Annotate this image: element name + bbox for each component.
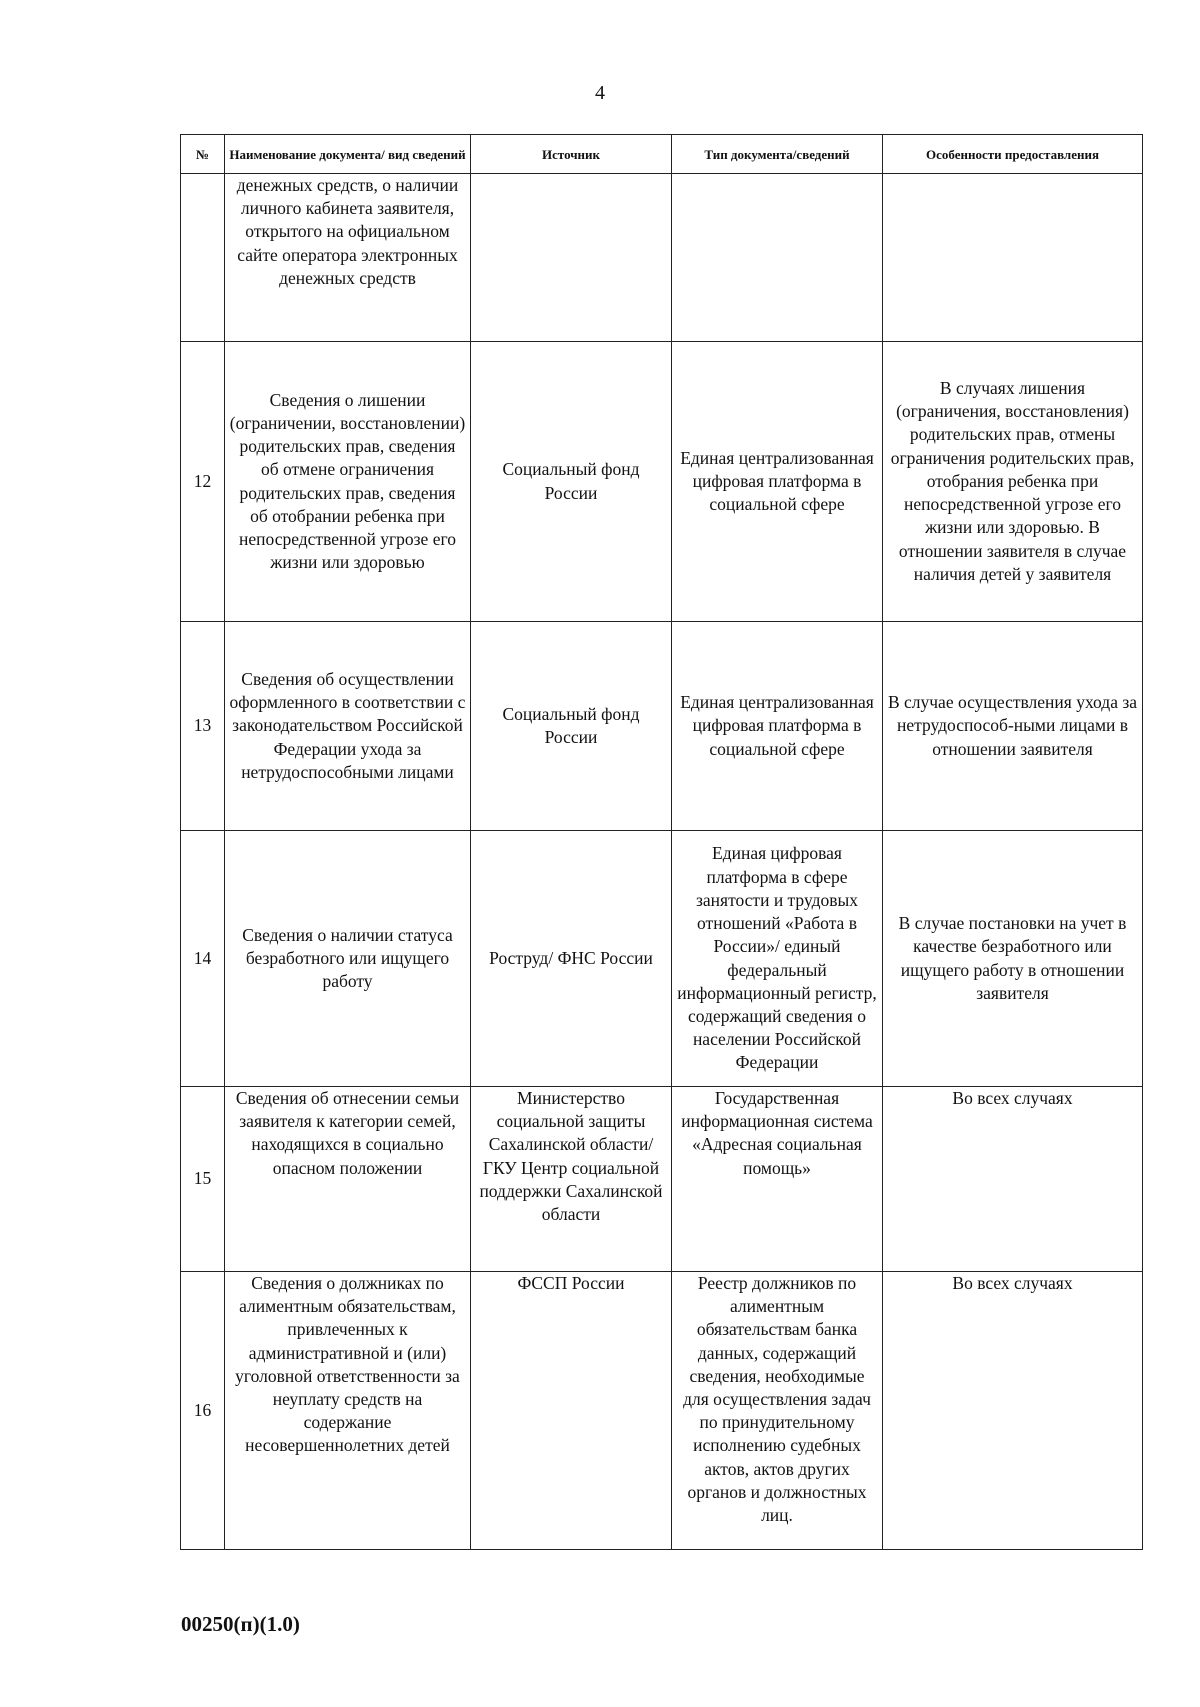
cell-name: Сведения об осуществлении оформленного в соответствии с законодательством Российской Федерации ухода за нетрудоспособными лицами <box>225 622 471 831</box>
header-source: Источник <box>471 135 672 174</box>
cell-features: В случае постановки на учет в качестве безработного или ищущего работу в отношении заявителя <box>883 831 1143 1087</box>
header-features: Особенности предоставления <box>883 135 1143 174</box>
cell-type: Государственная информационная система «Адресная социальная помощь» <box>672 1087 883 1272</box>
cell-type: Реестр должников по алиментным обязательствам банка данных, содержащий сведения, необходимые для осуществления задач по принудительному исполнению судебных актов, актов других органов и должностных лиц. <box>672 1272 883 1550</box>
cell-source: ФССП России <box>471 1272 672 1550</box>
table-row <box>181 174 1143 342</box>
cell-source: Министерство социальной защиты Сахалинской области/ГКУ Центр социальной поддержки Сахалинской области <box>471 1087 672 1272</box>
cell-features: В случае осуществления ухода за нетрудоспособ-ными лицами в отношении заявителя <box>883 622 1143 831</box>
cell-type: Единая централизованная цифровая платформа в социальной сфере <box>672 622 883 831</box>
cell-name: Сведения о наличии статуса безработного или ищущего работу <box>225 831 471 1087</box>
documents-table <box>180 134 1143 1550</box>
cell-features: Во всех случаях <box>883 1272 1143 1550</box>
cell-type: Единая централизованная цифровая платформа в социальной сфере <box>672 342 883 622</box>
page-number: 4 <box>595 82 605 104</box>
table-row <box>181 1272 1143 1550</box>
header-name: Наименование документа/ вид сведений <box>225 135 471 174</box>
table-header-row <box>181 135 1143 174</box>
cell-num <box>181 174 225 342</box>
cell-features: Во всех случаях <box>883 1087 1143 1272</box>
cell-features <box>883 174 1143 342</box>
cell-name: денежных средств, о наличии личного кабинета заявителя, открытого на официальном сайте оператора электронных денежных средств <box>225 174 471 342</box>
cell-source <box>471 174 672 342</box>
cell-num: 15 <box>181 1087 225 1272</box>
cell-num: 16 <box>181 1272 225 1550</box>
cell-type: Единая цифровая платформа в сфере занятости и трудовых отношений «Работа в России»/ единый федеральный информационный регистр, содержащий сведения о населении Российской Федерации <box>672 831 883 1087</box>
cell-name: Сведения о лишении (ограничении, восстановлении) родительских прав, сведения об отмене ограничения родительских прав, сведения об отобрании ребенка при непосредственной угрозе его жизни или здоровью <box>225 342 471 622</box>
header-num: № <box>181 135 225 174</box>
header-type: Тип документа/сведений <box>672 135 883 174</box>
cell-source: Роструд/ ФНС России <box>471 831 672 1087</box>
cell-source: Социальный фонд России <box>471 622 672 831</box>
cell-name: Сведения о должниках по алиментным обязательствам, привлеченных к административной и (или) уголовной ответственности за неуплату средств на содержание несовершеннолетних детей <box>225 1272 471 1550</box>
cell-features: В случаях лишения (ограничения, восстановления) родительских прав, отмены ограничения родительских прав, отобрания ребенка при непосредственной угрозе его жизни или здоровью. В отношении заявителя в случае наличия детей у заявителя <box>883 342 1143 622</box>
cell-type <box>672 174 883 342</box>
cell-name: Сведения об отнесении семьи заявителя к категории семей, находящихся в социально опасном положении <box>225 1087 471 1272</box>
document-code: 00250(п)(1.0) <box>181 1612 300 1636</box>
table-row <box>181 1087 1143 1272</box>
cell-num: 14 <box>181 831 225 1087</box>
table-row <box>181 831 1143 1087</box>
cell-num: 12 <box>181 342 225 622</box>
table-row <box>181 342 1143 622</box>
table-row <box>181 622 1143 831</box>
cell-source: Социальный фонд России <box>471 342 672 622</box>
cell-num: 13 <box>181 622 225 831</box>
